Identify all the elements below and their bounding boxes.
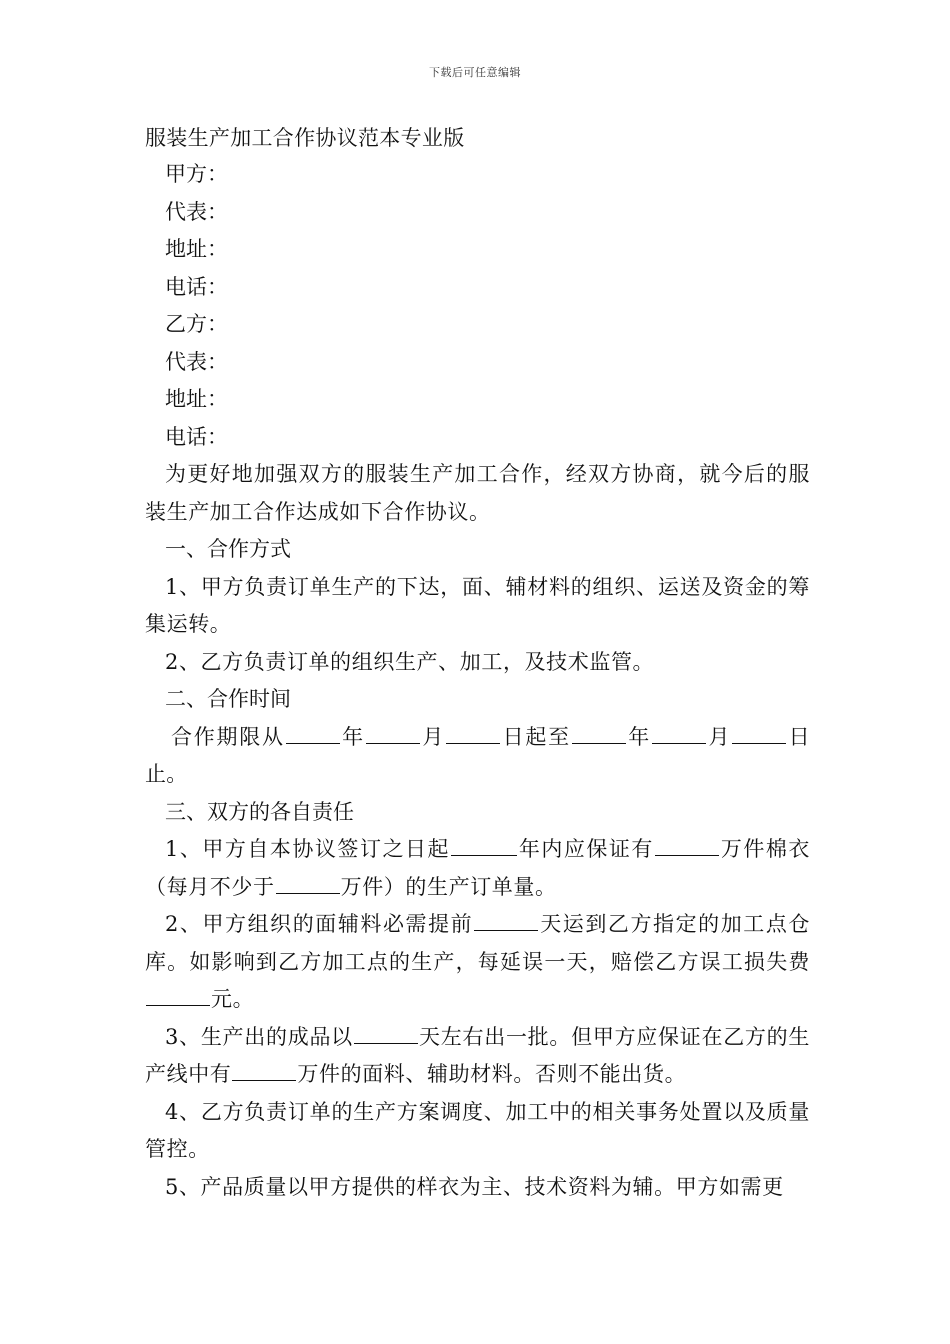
blank-start-year — [286, 723, 340, 744]
section3-heading: 三、双方的各自责任 — [165, 799, 354, 824]
party-b-label: 乙方： — [165, 312, 228, 336]
item1-part-c: 万件棉衣（每月不少于 — [145, 837, 810, 899]
blank-start-day — [446, 723, 500, 744]
section3-item1 — [145, 831, 810, 906]
party-b-address: 地址： — [165, 387, 228, 411]
period-prefix: 合作期限从 — [171, 724, 285, 749]
blank-compensation — [146, 985, 210, 1006]
document-title: 服装生产加工合作协议范本专业版 — [145, 126, 465, 150]
item3-part-b: 天左右出一批。但甲方应保证在乙方的生产线中有 — [145, 1024, 810, 1086]
party-a-label: 甲方： — [165, 162, 228, 186]
blank-days-ahead — [474, 910, 538, 931]
section2-period — [145, 719, 810, 794]
party-b-phone: 电话： — [165, 424, 228, 449]
section3-item5: 5、产品质量以甲方提供的样衣为主、技术资料为辅。甲方如需更 — [165, 1174, 784, 1199]
section1-item2: 2、乙方负责订单的组织生产、加工，及技术监管。 — [165, 649, 655, 674]
party-b-rep: 代表： — [165, 349, 228, 374]
party-a-phone: 电话： — [165, 274, 228, 299]
item1-part-a: 1、甲方自本协议签订之日起 — [165, 837, 450, 861]
blank-batch-days — [354, 1023, 418, 1044]
year-label: 年 — [626, 724, 652, 749]
document-body — [145, 120, 810, 1206]
day-end-label: 日止。 — [145, 724, 810, 786]
intro-paragraph: 为更好地加强双方的服装生产加工合作，经双方协商，就今后的服装生产加工合作达成如下合作协议。 — [145, 462, 810, 524]
item3-part-c: 万件的面料、辅助材料。否则不能出货。 — [297, 1062, 687, 1086]
section1-heading: 一、合作方式 — [165, 537, 291, 561]
section3-item3 — [145, 1019, 810, 1094]
month-label: 月 — [707, 724, 732, 749]
party-a-address: 地址： — [165, 237, 228, 261]
blank-end-month — [652, 723, 706, 744]
section1-item1: 1、甲方负责订单生产的下达，面、辅材料的组织、运送及资金的筹集运转。 — [145, 574, 810, 636]
blank-material-pieces — [232, 1060, 296, 1081]
blank-end-year — [572, 723, 626, 744]
item1-part-b: 年内应保证有 — [517, 837, 654, 861]
party-a-rep: 代表： — [165, 199, 228, 224]
month-label: 月 — [420, 724, 446, 749]
item2-part-b: 天运到乙方指定的加工点仓库。如影响到乙方加工点的生产，每延误一天，赔偿乙方误工损失费 — [145, 912, 811, 974]
item2-part-c: 元。 — [211, 987, 255, 1011]
blank-start-month — [366, 723, 420, 744]
blank-total-pieces — [655, 835, 719, 856]
day-start-label: 日起至 — [501, 724, 571, 749]
item1-part-d: 万件）的生产订单量。 — [340, 874, 557, 899]
blank-years — [451, 835, 517, 856]
section2-heading: 二、合作时间 — [165, 687, 291, 711]
section3-item2 — [145, 906, 810, 1019]
blank-monthly-pieces — [276, 873, 340, 894]
blank-end-day — [732, 723, 786, 744]
item3-part-a: 3、生产出的成品以 — [165, 1024, 353, 1049]
year-label: 年 — [340, 724, 365, 749]
item2-part-a: 2、甲方组织的面辅料必需提前 — [165, 912, 474, 936]
section3-item4: 4、乙方负责订单的生产方案调度、加工中的相关事务处置以及质量管控。 — [145, 1099, 810, 1161]
header-note: 下载后可任意编辑 — [429, 66, 521, 79]
